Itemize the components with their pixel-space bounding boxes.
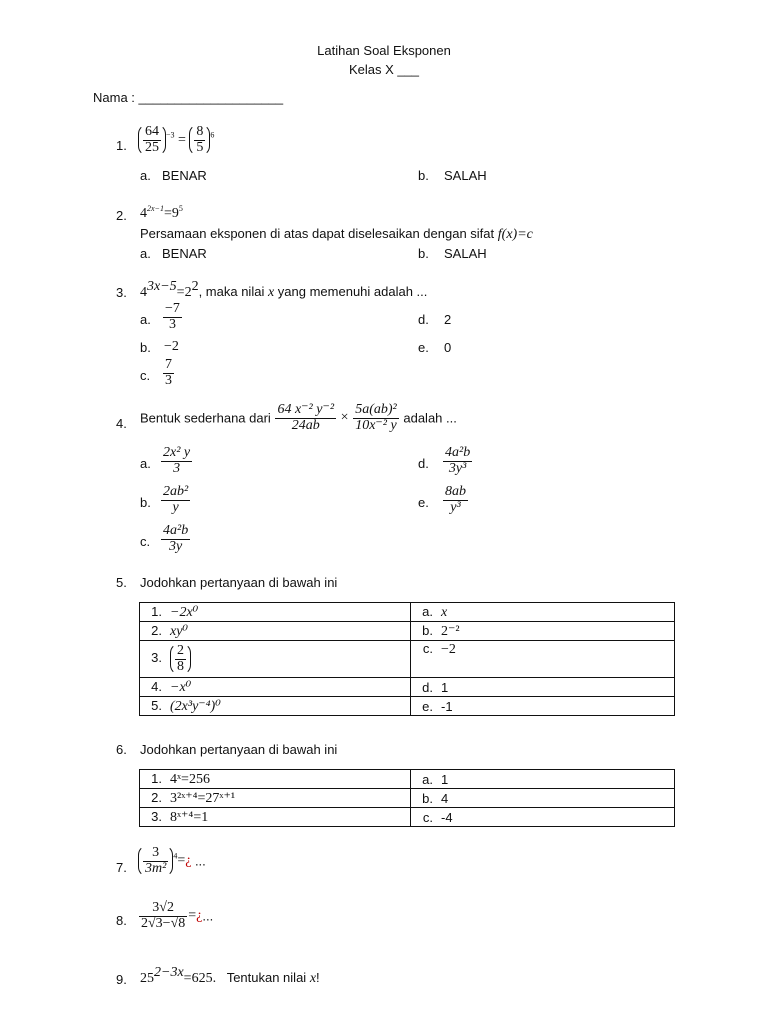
q5-number: 5. — [116, 575, 127, 590]
q3-option-a-label: a. — [140, 312, 151, 327]
table-row — [140, 641, 675, 678]
q5-right-e: e. -1 — [411, 697, 675, 716]
q2-number: 2. — [116, 208, 127, 223]
q3-question: $4^{3x-5}=2^2$, maka nilai x yang memenuhi adalah ... — [140, 279, 428, 300]
q4-option-a-label: a. — [140, 456, 151, 471]
table-row — [140, 622, 675, 641]
q5-right-d: d. 1 — [411, 678, 675, 697]
q1-option-b: b. SALAH — [418, 168, 487, 183]
q5-right-b: b. 2⁻² — [411, 622, 675, 641]
q8-number: 8. — [116, 913, 127, 928]
q6-right-a: a. 1 — [411, 770, 675, 789]
q5-left-3: 3. $\frac{2}{8}$ — [140, 641, 411, 678]
q4-option-c-label: c. — [140, 534, 151, 549]
q4-number: 4. — [116, 416, 127, 431]
q4-option-c: $\frac{\text{4a²b}}{3y}$ — [163, 523, 189, 554]
q5-left-5: 5. (2x³y⁻⁴)⁰ — [140, 697, 411, 716]
q6-number: 6. — [116, 742, 127, 757]
q5-left-1: 1. −2x⁰ — [140, 603, 411, 622]
q5-left-2: 2. xy⁰ — [140, 622, 411, 641]
q4-option-d: $\frac{\text{4a²b}}{\text{3y³}}$ — [445, 445, 471, 476]
q2-option-b: b. SALAH — [418, 246, 487, 261]
q4-option-d-label: d. — [418, 456, 429, 471]
q7-number: 7. — [116, 860, 127, 875]
q6-matching-table — [139, 769, 675, 827]
q4-question: Bentuk sederhana dari $\frac{\text{64 x⁻² y⁻²}}{24ab}$ × $\frac{\text{5a(ab)²}}{\text{10x⁻² y}}$ adalah ... — [140, 402, 457, 433]
q7-expression: $\frac{3}{\text{3m²}}$ $^4$=¿ ... — [138, 845, 206, 877]
q4-option-e: $\frac{8ab}{\text{y³}}$ — [445, 484, 466, 515]
q5-right-a: a. x — [411, 603, 675, 622]
q1-expression: $\frac{64}{25}$ $^{-3}$ = $\frac{8}{5}$ $^6$ — [138, 124, 214, 156]
q3-option-b-label: b. — [140, 340, 151, 355]
q4-option-a: $\frac{\text{2x² y}}{3}$ — [163, 445, 191, 476]
q5-instruction: Jodohkan pertanyaan di bawah ini — [140, 575, 338, 590]
class-line: Kelas X ___ — [348, 62, 420, 77]
q6-left-3: 3. 8ˣ⁺⁴=1 — [140, 808, 411, 827]
q3-option-c: $\frac{7}{3}$ — [165, 357, 172, 388]
table-row — [140, 603, 675, 622]
q6-right-c: c. -4 — [411, 808, 675, 827]
q6-left-1: 1. 4ˣ=256 — [140, 770, 411, 789]
q2-expression: $4^{2x-1}=9^5$ — [140, 204, 183, 221]
q6-left-2: 2. 3²ˣ⁺⁴=27ˣ⁺¹ — [140, 789, 411, 808]
table-row — [140, 770, 675, 789]
table-row — [140, 678, 675, 697]
q6-right-b: b. 4 — [411, 789, 675, 808]
q3-option-e: e. 0 — [418, 340, 452, 355]
q3-option-c-label: c. — [140, 368, 151, 383]
q2-option-a: a. BENAR — [140, 246, 207, 261]
q9-number: 9. — [116, 972, 127, 987]
q3-option-b: −2 — [164, 339, 179, 354]
q3-option-a: $\frac{-7}{3}$ — [165, 301, 180, 332]
q3-number: 3. — [116, 285, 127, 300]
table-row — [140, 789, 675, 808]
worksheet-title: Latihan Soal Eksponen — [317, 43, 451, 58]
q3-option-d: d. 2 — [418, 312, 452, 327]
table-row — [140, 697, 675, 716]
q1-number: 1. — [116, 138, 127, 153]
q8-expression: $\frac{3√2}{2√3-√8}$ =¿... — [141, 900, 214, 931]
q5-matching-table — [139, 602, 675, 716]
q4-option-b: $\frac{\text{2ab²}}{y}$ — [163, 484, 189, 515]
q1-option-a: a. BENAR — [140, 168, 207, 183]
q2-statement: Persamaan eksponen di atas dapat diselesaikan dengan sifat f(x)=c — [140, 226, 533, 242]
q5-left-4: 4. −x⁰ — [140, 678, 411, 697]
q9-question: $25^{2-3x}=625$. Tentukan nilai x! — [140, 965, 320, 986]
table-row — [140, 808, 675, 827]
name-line: Nama : ____________________ — [93, 90, 284, 105]
q4-option-b-label: b. — [140, 495, 151, 510]
q6-instruction: Jodohkan pertanyaan di bawah ini — [140, 742, 338, 757]
q5-right-c: c. −2 — [411, 641, 675, 678]
q4-option-e-label: e. — [418, 495, 429, 510]
